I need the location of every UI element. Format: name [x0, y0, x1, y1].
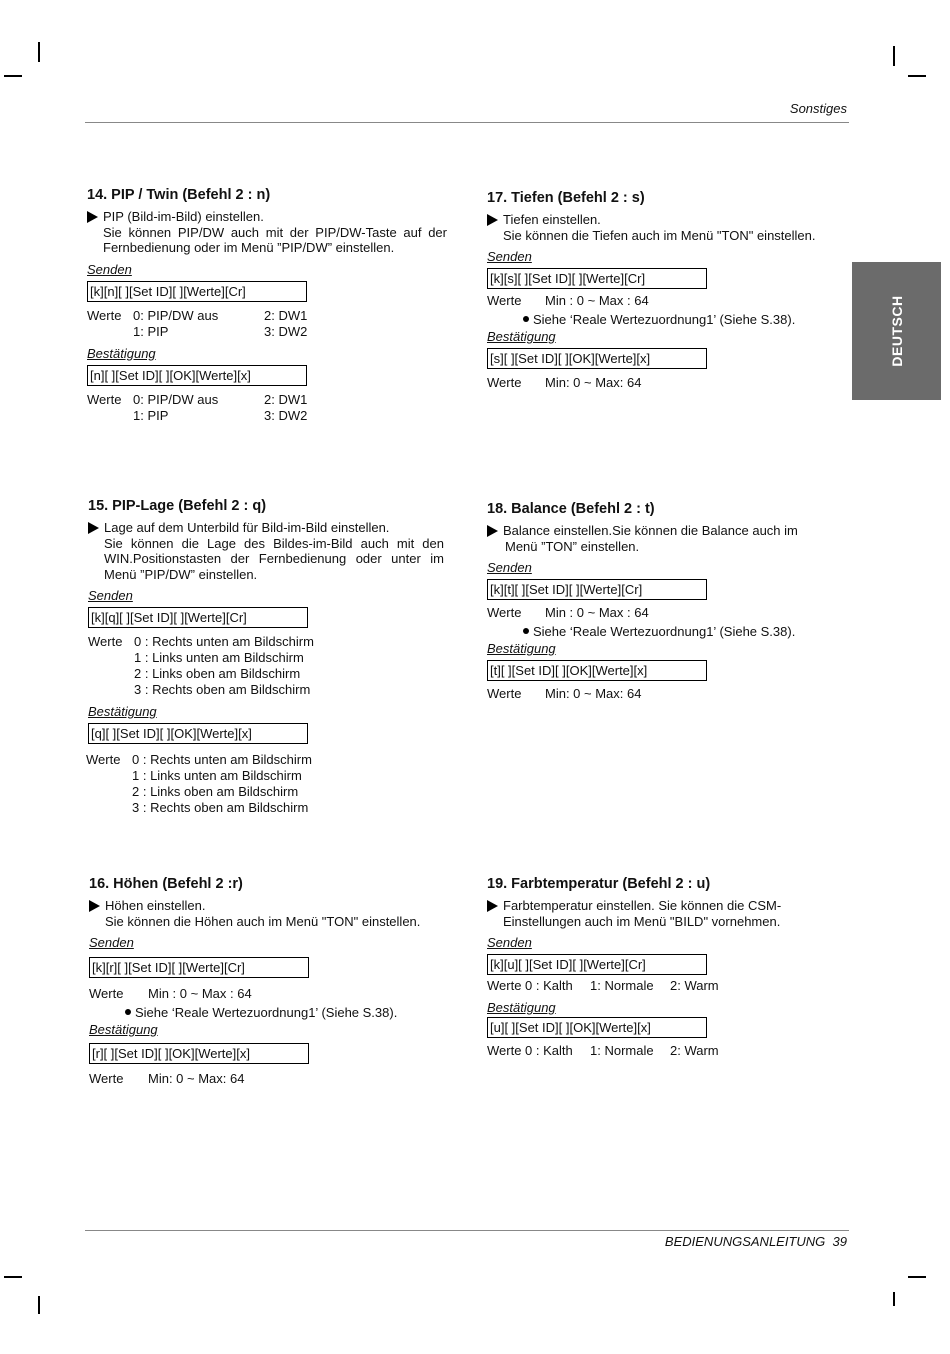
- ack-command-box: [r][ ][Set ID][ ][OK][Werte][x]: [89, 1043, 309, 1064]
- description-line: Menü ”TON” einstellen.: [505, 538, 640, 554]
- crop-mark: [908, 1276, 926, 1278]
- crop-mark: [38, 1296, 40, 1314]
- werte-label: Werte 0 : Kalth: [487, 978, 573, 993]
- werte-label: Werte: [86, 752, 121, 767]
- header-section-label: Sonstiges: [789, 101, 847, 116]
- werte-label: Werte: [487, 686, 522, 701]
- send-label: Senden: [487, 935, 532, 950]
- send-values: [487, 605, 847, 621]
- section-title: 18. Balance (Befehl 2 : t): [487, 501, 655, 517]
- section-treble: [89, 875, 449, 1087]
- werte-label: Werte 0 : Kalth: [487, 1043, 573, 1058]
- section-title: 15. PIP-Lage (Befehl 2 : q): [88, 498, 267, 514]
- send-command-box: [k][n][ ][Set ID][ ][Werte][Cr]: [87, 281, 307, 302]
- werte-label: Werte: [89, 1071, 124, 1086]
- section-pip-position: [88, 497, 444, 816]
- header-rule: [85, 122, 849, 123]
- section-description: [89, 898, 449, 929]
- ack-values: [87, 392, 447, 424]
- section-title: 16. Höhen (Befehl 2 :r): [89, 876, 243, 892]
- send-command-box: [k][s][ ][Set ID][ ][Werte][Cr]: [487, 268, 707, 289]
- send-label: Senden: [487, 560, 532, 575]
- section-title: 19. Farbtemperatur (Befehl 2 : u): [487, 876, 711, 892]
- value-item: 3: DW2: [264, 323, 308, 339]
- value-item: 2: Warm: [670, 978, 719, 993]
- triangle-bullet-icon: [487, 900, 498, 912]
- value-item: 1: Normale: [590, 978, 654, 993]
- send-label: Senden: [87, 261, 132, 277]
- section-description: [87, 209, 447, 256]
- werte-label: Werte: [487, 375, 522, 390]
- value-range: Min: 0 ~ Max: 64: [545, 686, 642, 701]
- ack-values: [487, 686, 847, 702]
- value-range: Min: 0 ~ Max: 64: [148, 1071, 245, 1086]
- value-item: 2: Warm: [670, 1043, 719, 1058]
- werte-label: Werte: [88, 634, 123, 649]
- werte-label: Werte: [87, 307, 122, 323]
- note-text: Siehe ‘Reale Wertezuordnung1’ (Siehe S.38).: [135, 1005, 398, 1020]
- send-values: [487, 978, 847, 994]
- footer-label: [665, 1234, 847, 1249]
- value-item: 1: PIP: [133, 407, 169, 423]
- triangle-bullet-icon: [487, 525, 498, 537]
- send-label: Senden: [88, 588, 133, 603]
- section-title: 14. PIP / Twin (Befehl 2 : n): [87, 187, 271, 203]
- value-range: Min : 0 ~ Max : 64: [148, 986, 252, 1001]
- ack-command-box: [u][ ][Set ID][ ][OK][Werte][x]: [487, 1017, 707, 1038]
- section-title: 17. Tiefen (Befehl 2 : s): [487, 190, 645, 206]
- section-pip-twin: [87, 186, 447, 424]
- send-command-box: [k][r][ ][Set ID][ ][Werte][Cr]: [89, 957, 309, 978]
- value-item: 0: PIP/DW aus: [133, 307, 219, 323]
- send-command-box: [k][u][ ][Set ID][ ][Werte][Cr]: [487, 954, 707, 975]
- description-line: Sie können die Lage des Bildes-im-Bild auch mit den WIN.Positionstasten der Fernbedienung oder unter im Menü ”PIP/DW” einstellen.: [104, 535, 444, 582]
- value-item: 1: PIP: [133, 323, 169, 339]
- value-item: 0 : Rechts unten am Bildschirm: [134, 634, 314, 649]
- crop-mark: [38, 42, 40, 62]
- description-line: PIP (Bild-im-Bild) einstellen.: [103, 209, 264, 224]
- value-item: 2: DW1: [264, 307, 308, 323]
- value-item: 3 : Rechts oben am Bildschirm: [132, 800, 309, 815]
- send-label: Senden: [487, 249, 532, 264]
- send-values: [89, 986, 449, 1002]
- ack-label: Bestätigung: [89, 1022, 158, 1037]
- value-item: 1 : Links unten am Bildschirm: [134, 650, 304, 665]
- language-tab-label: DEUTSCH: [888, 295, 905, 367]
- language-tab: [852, 262, 941, 400]
- send-command-box: [k][q][ ][Set ID][ ][Werte][Cr]: [88, 607, 308, 628]
- description-line: Sie können die Höhen auch im Menü "TON" einstellen.: [105, 913, 421, 929]
- ack-label: Bestätigung: [88, 704, 157, 719]
- section-description: [487, 523, 847, 554]
- description-line: Einstellungen auch im Menü "BILD" vornehmen.: [503, 913, 781, 929]
- description-line: Höhen einstellen.: [105, 898, 206, 913]
- note-text: Siehe ‘Reale Wertezuordnung1’ (Siehe S.38).: [533, 624, 796, 639]
- section-balance: [487, 500, 847, 702]
- section-description: [88, 520, 444, 582]
- value-item: 0 : Rechts unten am Bildschirm: [132, 752, 312, 767]
- note-text: Siehe ‘Reale Wertezuordnung1’ (Siehe S.38).: [533, 312, 796, 327]
- triangle-bullet-icon: [89, 900, 100, 912]
- value-range: Min: 0 ~ Max: 64: [545, 375, 642, 390]
- value-item: 3: DW2: [264, 407, 308, 423]
- section-description: [487, 212, 847, 243]
- send-values: [88, 634, 444, 698]
- triangle-bullet-icon: [88, 522, 99, 534]
- werte-label: Werte: [487, 605, 522, 620]
- page-number: 39: [832, 1234, 847, 1249]
- ack-label: Bestätigung: [487, 329, 556, 344]
- value-item: 3 : Rechts oben am Bildschirm: [134, 682, 311, 697]
- ack-command-box: [s][ ][Set ID][ ][OK][Werte][x]: [487, 348, 707, 369]
- section-description: [487, 898, 847, 929]
- bullet-dot-icon: [125, 1009, 131, 1015]
- value-item: 1: Normale: [590, 1043, 654, 1058]
- note: [487, 624, 847, 641]
- bullet-dot-icon: [523, 628, 529, 634]
- ack-values: [487, 375, 847, 391]
- werte-label: Werte: [89, 986, 124, 1001]
- werte-label: Werte: [487, 293, 522, 308]
- section-color-temperature: [487, 875, 847, 1059]
- ack-command-box: [n][ ][Set ID][ ][OK][Werte][x]: [87, 365, 307, 386]
- crop-mark: [4, 1276, 22, 1278]
- description-line: Balance einstellen.Sie können die Balance auch im: [503, 523, 798, 538]
- send-values: [487, 293, 847, 309]
- value-range: Min : 0 ~ Max : 64: [545, 293, 649, 308]
- send-command-box: [k][t][ ][Set ID][ ][Werte][Cr]: [487, 579, 707, 600]
- ack-label: Bestätigung: [487, 641, 556, 656]
- note: [89, 1005, 449, 1022]
- description-line: Sie können PIP/DW auch mit der PIP/DW-Taste auf der Fernbedienung oder im Menü ”PIP/DW” einstellen.: [103, 224, 447, 255]
- value-range: Min : 0 ~ Max : 64: [545, 605, 649, 620]
- description-line: Lage auf dem Unterbild für Bild-im-Bild einstellen.: [104, 520, 390, 535]
- value-item: 2 : Links oben am Bildschirm: [132, 784, 299, 799]
- crop-mark: [893, 46, 895, 66]
- triangle-bullet-icon: [487, 214, 498, 226]
- ack-values: [86, 752, 444, 816]
- bullet-dot-icon: [523, 316, 529, 322]
- note: [487, 312, 847, 329]
- crop-mark: [908, 75, 926, 77]
- crop-mark: [4, 75, 22, 77]
- ack-values: [487, 1043, 847, 1059]
- werte-label: Werte: [87, 391, 122, 407]
- section-bass: [487, 189, 847, 391]
- ack-command-box: [q][ ][Set ID][ ][OK][Werte][x]: [88, 723, 308, 744]
- triangle-bullet-icon: [87, 211, 98, 223]
- value-item: 0: PIP/DW aus: [133, 391, 219, 407]
- send-values: [87, 308, 447, 340]
- value-item: 2 : Links oben am Bildschirm: [134, 666, 301, 681]
- footer-rule: [85, 1230, 849, 1231]
- description-line: Tiefen einstellen.: [503, 212, 601, 227]
- footer-manual-title: BEDIENUNGSANLEITUNG: [664, 1234, 826, 1249]
- value-item: 1 : Links unten am Bildschirm: [132, 768, 302, 783]
- description-line: Sie können die Tiefen auch im Menü "TON" einstellen.: [503, 227, 816, 243]
- send-label: Senden: [89, 935, 134, 950]
- crop-mark: [893, 1292, 895, 1306]
- ack-label: Bestätigung: [487, 1000, 556, 1015]
- ack-values: [89, 1071, 449, 1087]
- value-item: 2: DW1: [264, 391, 308, 407]
- ack-command-box: [t][ ][Set ID][ ][OK][Werte][x]: [487, 660, 707, 681]
- ack-label: Bestätigung: [87, 345, 156, 361]
- description-line: Farbtemperatur einstellen. Sie können die CSM-: [503, 898, 782, 913]
